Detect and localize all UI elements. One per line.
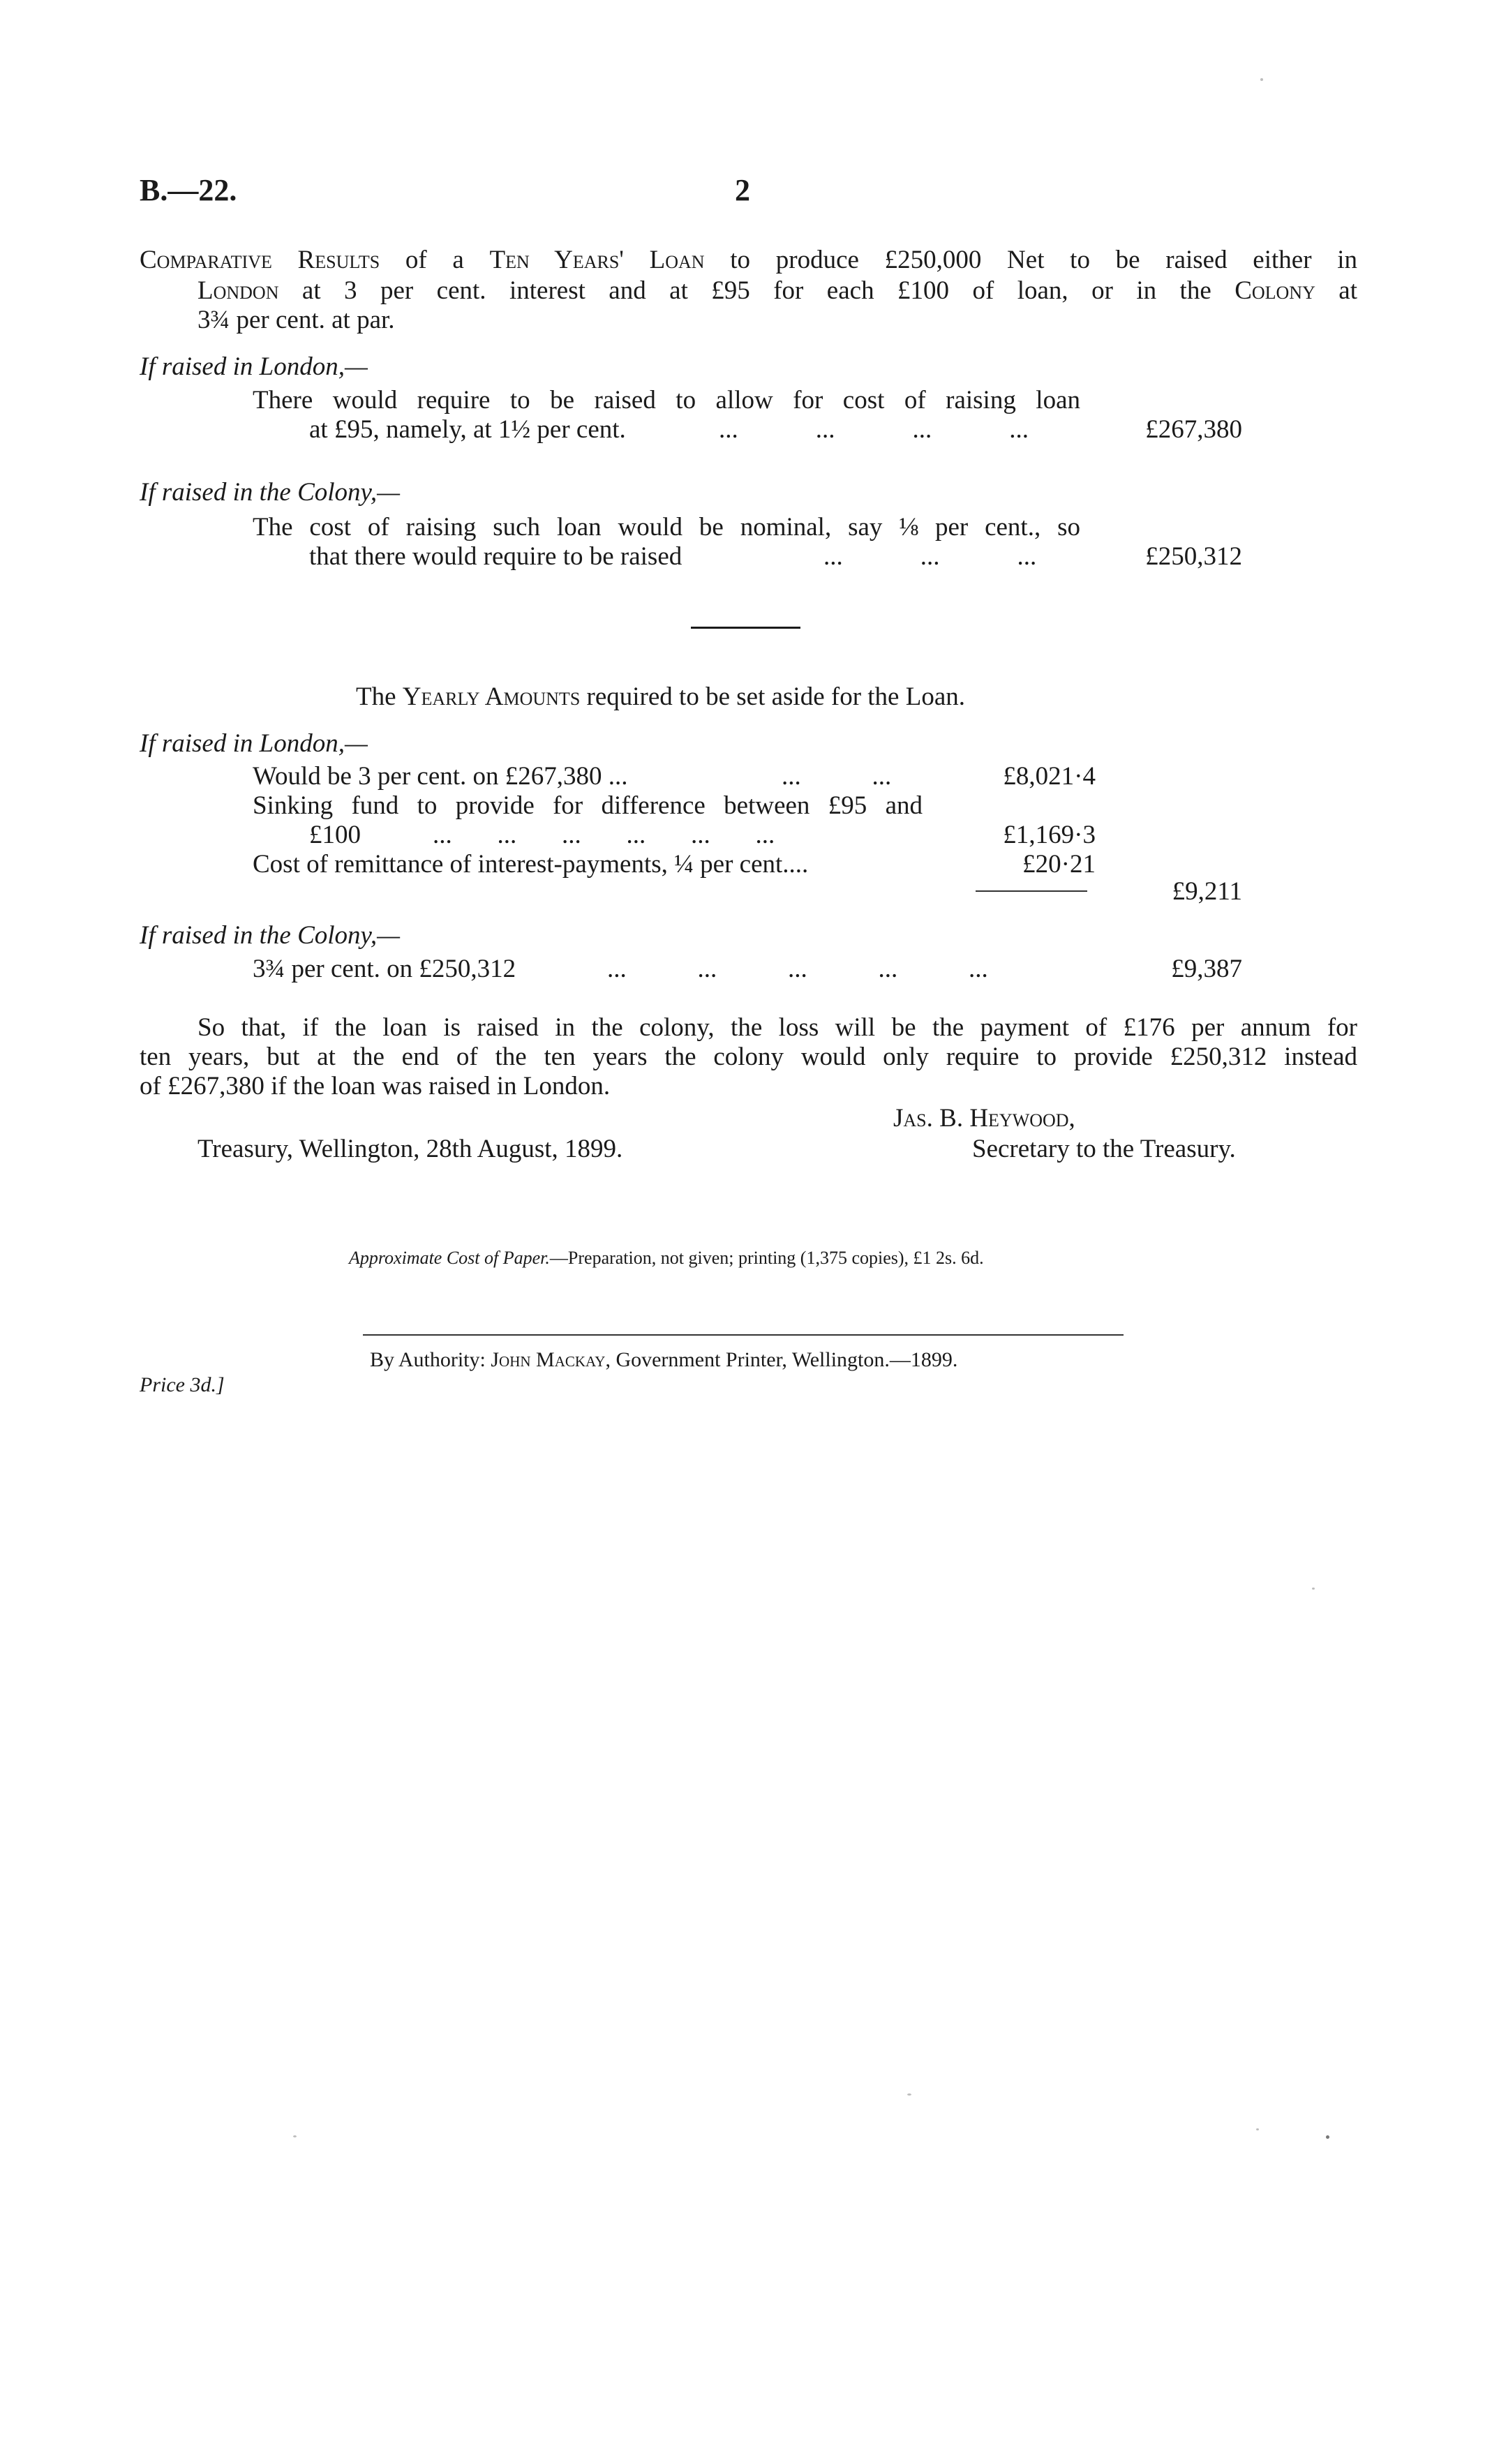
colony-leaders: ... ... ... [823, 542, 1037, 571]
title-line2-end: at [1315, 276, 1357, 305]
title-line-3: 3¾ per cent. at par. [197, 306, 395, 334]
yearly-row-interest-amount: £8,021·4 [1003, 762, 1096, 791]
section-divider [691, 627, 800, 629]
title-london: London [197, 276, 279, 305]
yearly-row-interest-leaders: ... ... [782, 762, 892, 791]
yearly-row-sinking-amount: £1,169·3 [1003, 821, 1096, 849]
yearly-colony-heading: If raised in the Colony,— [140, 921, 401, 950]
yearly-row-sinking-leaders: ... ... ... ... ... ... [433, 821, 775, 849]
conclusion-line-2: ten years, but at the end of the ten years the colony would only require to provide £250,312 instead [140, 1043, 1357, 1071]
title-comparative-results: Comparative Results [140, 246, 380, 274]
colony-line-1: The cost of raising such loan would be nominal, say ⅛ per cent., so [253, 513, 1080, 542]
yearly-row-sinking-label-2: £100 [309, 821, 361, 849]
yearly-row-remittance-amount: £20·21 [1022, 850, 1096, 879]
conclusion-line-1: So that, if the loan is raised in the colony, the loss will be the payment of £176 per annum for [197, 1013, 1357, 1042]
authority-prefix: By Authority: [370, 1348, 491, 1371]
footer-rule [363, 1334, 1124, 1336]
yearly-heading [356, 681, 965, 713]
place-and-date: Treasury, Wellington, 28th August, 1899. [197, 1135, 623, 1163]
scan-speck [907, 2093, 911, 2096]
title-colony: Colony [1234, 276, 1315, 305]
title-of-a: of a [380, 246, 490, 274]
london-leaders: ... ... ... ... [719, 415, 1029, 444]
yearly-london-heading: If raised in London,— [140, 729, 368, 758]
page-number: 2 [735, 173, 750, 207]
title-line1-rest: to produce £250,000 Net to be raised either in [704, 246, 1357, 274]
scan-speck [1260, 78, 1263, 81]
yearly-colony-label: 3¾ per cent. on £250,312 [253, 955, 516, 983]
price-note: Price 3d.] [140, 1373, 225, 1396]
yearly-heading-rest: required to be set aside for the Loan. [580, 682, 965, 711]
yearly-heading-amounts: Yearly Amounts [402, 682, 581, 711]
title-line-2 [197, 275, 1357, 307]
cost-of-paper-label: Approximate Cost of Paper. [349, 1248, 550, 1268]
scan-speck [1312, 1588, 1315, 1590]
colony-amount: £250,312 [1145, 542, 1242, 571]
yearly-row-remittance-label: Cost of remittance of interest-payments, ¼ per cent.... [253, 850, 809, 879]
london-line-2: at £95, namely, at 1½ per cent. [309, 415, 626, 444]
yearly-colony-amount: £9,387 [1171, 955, 1242, 983]
document-reference: B.—22. [140, 173, 237, 207]
scan-speck [1326, 2135, 1329, 2139]
cost-of-paper-text: —Preparation, not given; printing (1,375 copies), £1 2s. 6d. [549, 1248, 984, 1268]
london-heading: If raised in London,— [140, 352, 368, 381]
london-amount: £267,380 [1145, 415, 1242, 444]
london-line-1: There would require to be raised to allow for cost of raising loan [253, 386, 1080, 415]
signatory-name: Jas. B. Heywood, [893, 1104, 1075, 1133]
colony-heading: If raised in the Colony,— [140, 478, 401, 507]
scan-speck [293, 2135, 297, 2137]
title-line2-mid: at 3 per cent. interest and at £95 for each £100 of loan, or in the [278, 276, 1235, 305]
colony-line-2: that there would require to be raised [309, 542, 682, 571]
yearly-colony-leaders: ... ... ... ... ... [607, 955, 988, 983]
title-line-1 [140, 244, 1357, 276]
conclusion-line-3: of £267,380 if the loan was raised in London. [140, 1072, 611, 1100]
authority-printer-name: John Mackay [491, 1348, 606, 1371]
yearly-row-sinking-label-1: Sinking fund to provide for difference between £95 and [253, 791, 923, 820]
yearly-row-interest-label: Would be 3 per cent. on £267,380 ... [253, 762, 628, 791]
scan-speck [1256, 2128, 1259, 2130]
yearly-london-total: £9,211 [1172, 877, 1242, 906]
yearly-heading-the: The [356, 682, 403, 711]
cost-of-paper-note [349, 1248, 984, 1269]
signatory-title: Secretary to the Treasury. [972, 1135, 1236, 1163]
title-ten-years-loan: Ten Years' Loan [489, 246, 705, 274]
printer-authority [370, 1348, 957, 1372]
authority-suffix: , Government Printer, Wellington.—1899. [605, 1348, 958, 1371]
subtotal-rule [976, 890, 1087, 892]
